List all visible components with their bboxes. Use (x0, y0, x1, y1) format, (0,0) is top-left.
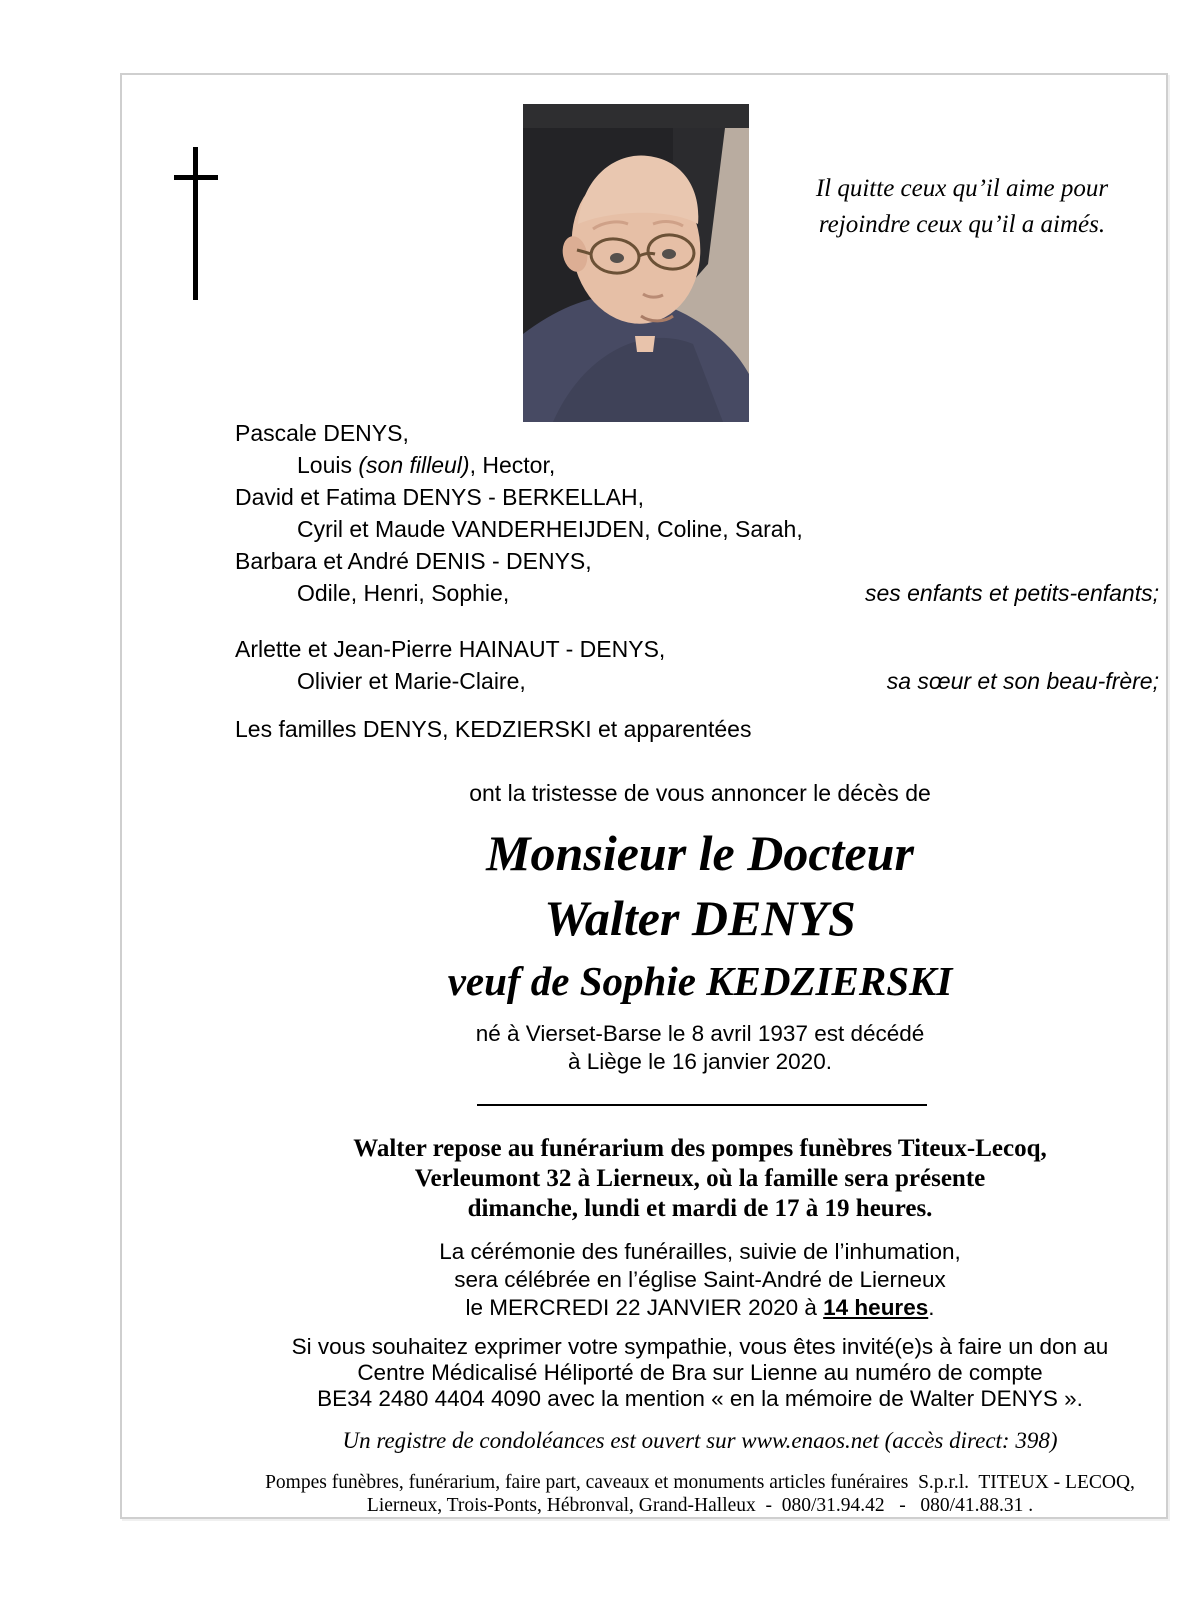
family-line: Odile, Henri, Sophie, (297, 580, 510, 606)
condolence-register-line: Un registre de condoléances est ouvert sur www.enaos.net (accès direct: 398) (342, 1428, 1058, 1453)
repose-line-3: dimanche, lundi et mardi de 17 à 19 heures. (467, 1195, 933, 1222)
donation-line-2: Centre Médicalisé Héliporté de Bra sur Lienne au numéro de compte (357, 1360, 1043, 1385)
portrait-photo-graphic (523, 104, 749, 422)
repose-line-2: Verleumont 32 à Lierneux, où la famille sera présente (414, 1165, 986, 1192)
family-line: Louis (son filleul), Hector, (297, 452, 556, 478)
deceased-widower-line: veuf de Sophie KEDZIERSKI (447, 958, 953, 1004)
birth-death-line-2: à Liège le 16 janvier 2020. (568, 1049, 832, 1074)
cross-icon (174, 147, 218, 300)
deceased-title: Monsieur le Docteur (486, 825, 914, 881)
quote-line-2: rejoindre ceux qu’il a aimés. (818, 211, 1106, 238)
ceremony-line-1: La cérémonie des funérailles, suivie de l’inhumation, (439, 1239, 961, 1264)
family-line: Arlette et Jean-Pierre HAINAUT - DENYS, (235, 636, 666, 662)
relation-sister: sa sœur et son beau-frère; (886, 668, 1159, 694)
funeral-home-footer-line-1: Pompes funèbres, funérarium, faire part, caveaux et monuments articles funéraires S.p.r.l. TITEUX - LECOQ, (265, 1472, 1135, 1493)
donation-line-3: BE34 2480 4404 4090 avec la mention « en la mémoire de Walter DENYS ». (317, 1386, 1083, 1411)
memorial-quote (782, 171, 1142, 243)
repose-line-1: Walter repose au funérarium des pompes funèbres Titeux-Lecoq, (353, 1135, 1047, 1162)
ceremony-line-2: sera célébrée en l’église Saint-André de Lierneux (454, 1267, 946, 1292)
announcement-text: ont la tristesse de vous annoncer le décès de (469, 780, 931, 806)
families-line: Les familles DENYS, KEDZIERSKI et apparentées (235, 716, 752, 742)
godson-note: (son filleul) (358, 452, 470, 478)
quote-line-1: Il quitte ceux qu’il aime pour (815, 175, 1109, 202)
deceased-name: Walter DENYS (544, 890, 856, 946)
family-line: David et Fatima DENYS - BERKELLAH, (235, 484, 645, 510)
donation-line-1: Si vous souhaitez exprimer votre sympathie, vous êtes invité(e)s à faire un don au (291, 1334, 1109, 1359)
ceremony-line-3: le MERCREDI 22 JANVIER 2020 à 14 heures. (465, 1295, 935, 1320)
relation-children: ses enfants et petits-enfants; (864, 580, 1159, 606)
portrait-photo (523, 104, 749, 422)
divider-rule (477, 1104, 927, 1106)
birth-death-line-1: né à Vierset-Barse le 8 avril 1937 est décédé (475, 1021, 925, 1046)
family-line: Olivier et Marie-Claire, (297, 668, 526, 694)
family-line: Barbara et André DENIS - DENYS, (235, 548, 592, 574)
funeral-home-footer-line-2: Lierneux, Trois-Ponts, Hébronval, Grand-Halleux - 080/31.94.42 - 080/41.88.31 . (366, 1495, 1034, 1516)
family-line: Cyril et Maude VANDERHEIJDEN, Coline, Sarah, (297, 516, 803, 542)
family-line: Pascale DENYS, (235, 420, 409, 446)
ceremony-time: 14 heures (823, 1295, 929, 1320)
announcement-page (120, 73, 1168, 1519)
